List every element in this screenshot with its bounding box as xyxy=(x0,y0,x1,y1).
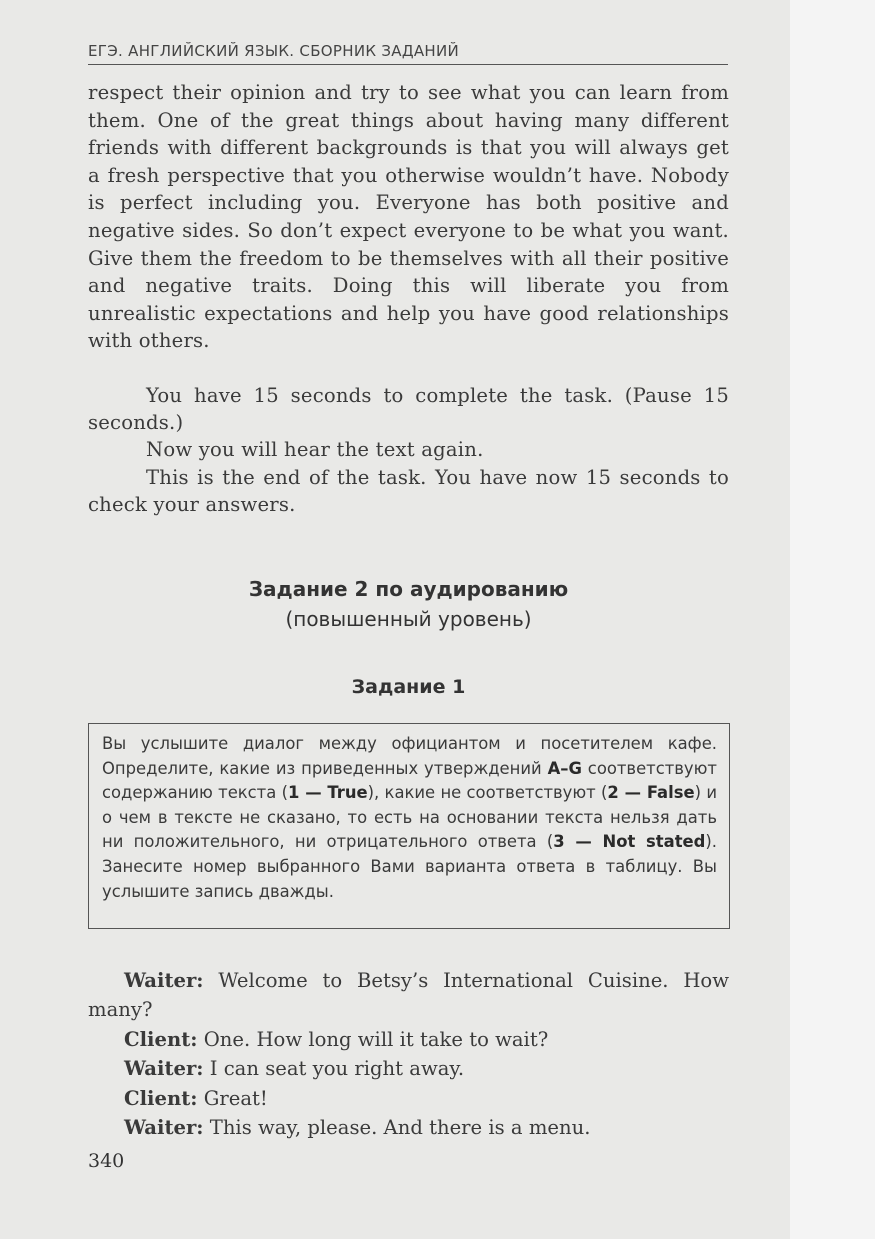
section-title: Задание 2 по аудированию xyxy=(248,577,569,601)
task-bold-not-stated: 3 — Not stated xyxy=(553,832,706,852)
task-bold-statements: A–G xyxy=(547,758,582,778)
dialogue-line xyxy=(88,1084,729,1113)
instruction-line-2: Now you will hear the text again. xyxy=(146,438,484,462)
task-bold-true: 1 — True xyxy=(287,783,368,803)
task-text-4: ) и о чем в тексте не сказано, то есть на основании текста нельзя дать ни положительного, ни отрицательного ответа ( xyxy=(102,783,717,852)
speaker-label: Waiter: xyxy=(124,1057,204,1081)
speaker-label: Client: xyxy=(124,1086,198,1110)
section-heading xyxy=(88,574,729,634)
audio-instructions xyxy=(88,382,729,518)
passage-paragraph: respect their opinion and try to see what you can learn from them. One of the great things about having many different friends with different backgrounds is that you will always get a fresh perspective that you otherwise wouldn’t have. Nobody is perfect including you. Everyone has both positive and negative sides. So don’t expect everyone to be what you want. Give them the freedom to be themselves with all their positive and negative traits. Doing this will liberate you from unrealistic expectations and help you have good relationships with others. xyxy=(88,81,729,353)
task-text-1: Вы услышите диалог между официантом и посетителем кафе. Определите, какие из приведенных утверждений xyxy=(102,734,717,778)
dialogue-text: One. How long will it take to wait? xyxy=(197,1027,549,1051)
speaker-label: Waiter: xyxy=(124,1116,204,1140)
section-subtitle: (повышенный уровень) xyxy=(285,607,532,631)
instruction-line-3: This is the end of the task. You have now 15 seconds to check your answers. xyxy=(88,465,729,516)
page-number: 340 xyxy=(88,1150,125,1172)
dialogue-text: This way, please. And there is a menu. xyxy=(203,1116,591,1140)
task-instructions-box xyxy=(88,723,730,929)
dialogue-text: I can seat you right away. xyxy=(203,1057,465,1081)
dialogue-line xyxy=(88,1025,729,1054)
dialogue-line xyxy=(88,1054,729,1083)
dialogue-text: Great! xyxy=(197,1086,268,1110)
speaker-label: Waiter: xyxy=(124,969,204,992)
dialogue-line xyxy=(88,1113,729,1142)
dialogue xyxy=(88,966,729,1142)
speaker-label: Client: xyxy=(124,1027,198,1051)
task-text-3: ), какие не соответствуют ( xyxy=(367,783,608,803)
passage-text xyxy=(88,79,729,355)
task-title: Задание 1 xyxy=(351,676,466,698)
task-text-5: ). Занесите номер выбранного Вами варианта ответа в таблицу. Вы услышите запись дважды. xyxy=(102,832,717,901)
running-header: ЕГЭ. АНГЛИЙСКИЙ ЯЗЫК. СБОРНИК ЗАДАНИЙ xyxy=(88,42,728,65)
task-text-2: соответствуют содержанию текста ( xyxy=(102,758,717,803)
instruction-line-1: You have 15 seconds to complete the task. (Pause 15 seconds.) xyxy=(88,384,729,435)
task-bold-false: 2 — False xyxy=(607,783,695,803)
page-edge xyxy=(790,0,875,1239)
dialogue-line xyxy=(88,966,729,1025)
dialogue-text: Welcome to Betsy’s International Cuisine. How many? xyxy=(88,969,729,1022)
